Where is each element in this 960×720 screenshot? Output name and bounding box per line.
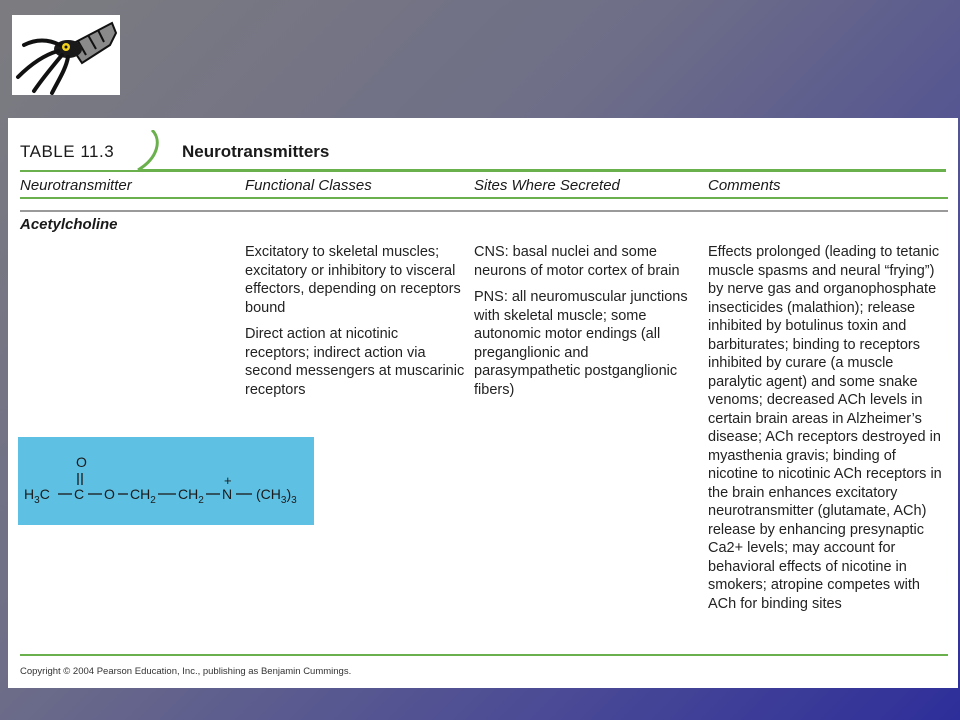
- table-header: [20, 130, 946, 170]
- table-title: Neurotransmitters: [182, 142, 330, 161]
- formula-ch2-a: $CH_2$: [130, 486, 156, 506]
- column-header-functional-classes: Functional Classes: [245, 177, 372, 194]
- formula-carbon: C: [74, 486, 85, 502]
- header-divider: [20, 197, 948, 199]
- footer-divider: [20, 654, 948, 656]
- column-header-sites: Sites Where Secreted: [474, 177, 620, 194]
- header-swoosh: [20, 130, 946, 172]
- comments-text: Effects prolonged (leading to tetanic muscle spasms and neural “frying”) by nerve gas and organophosphate insecticides (malathion); release inhibited by botulinus toxin and barbiturates; binding to receptors inhibited by curare (a muscle paralytic agent) and some snake venoms; decreased ACh levels in certain brain areas in Alzheimer’s disease; ACh receptors destroyed in myasthenia gravis; binding of nicotine to nicotinic ACh receptors in the brain enhances excitatory neurotransmitter (glutamate, ACh) release by enhancing presynaptic Ca2+ levels; may account for behavioral effects of nicotine in smokers; atropine competes with ACh for binding sites: [708, 244, 942, 612]
- formula-ch2-b: $CH_2$: [178, 486, 204, 506]
- functional-class-text: Direct action at nicotinic receptors; indirect action via second messengers at muscarinic receptors: [245, 326, 465, 398]
- sites-text: CNS: basal nuclei and some neurons of motor cortex of brain: [474, 244, 680, 279]
- table-number: TABLE 11.3: [20, 142, 115, 161]
- acetylcholine-structure: [18, 437, 314, 525]
- formula-plus: +: [224, 473, 232, 488]
- formula-ester-oxygen: O: [104, 486, 115, 502]
- copyright-text: Copyright © 2004 Pearson Education, Inc., publishing as Benjamin Cummings.: [20, 666, 352, 677]
- row-divider: [20, 210, 948, 212]
- functional-classes-cell: [245, 243, 465, 407]
- row-name-acetylcholine: Acetylcholine: [20, 216, 118, 233]
- formula-oxygen: O: [76, 454, 87, 470]
- comments-cell: [708, 243, 946, 621]
- sites-text: PNS: all neuromuscular junctions with skeletal muscle; some autonomic motor endings (all preganglionic and parasympathetic postganglionic fibers): [474, 289, 688, 398]
- column-header-comments: Comments: [708, 177, 781, 194]
- formula-nitrogen: N: [222, 486, 233, 502]
- logo: [12, 15, 120, 95]
- squid-icon: [12, 15, 120, 95]
- formula-h3c: $H_3C$: [24, 486, 50, 506]
- functional-class-text: Excitatory to skeletal muscles; excitatory or inhibitory to visceral effectors, depending on receptors bound: [245, 244, 461, 316]
- column-header-neurotransmitter: Neurotransmitter: [20, 177, 132, 194]
- formula-trimethyl: $(CH_3)_3$: [256, 486, 297, 506]
- table-panel: [8, 118, 958, 688]
- sites-cell: [474, 243, 696, 407]
